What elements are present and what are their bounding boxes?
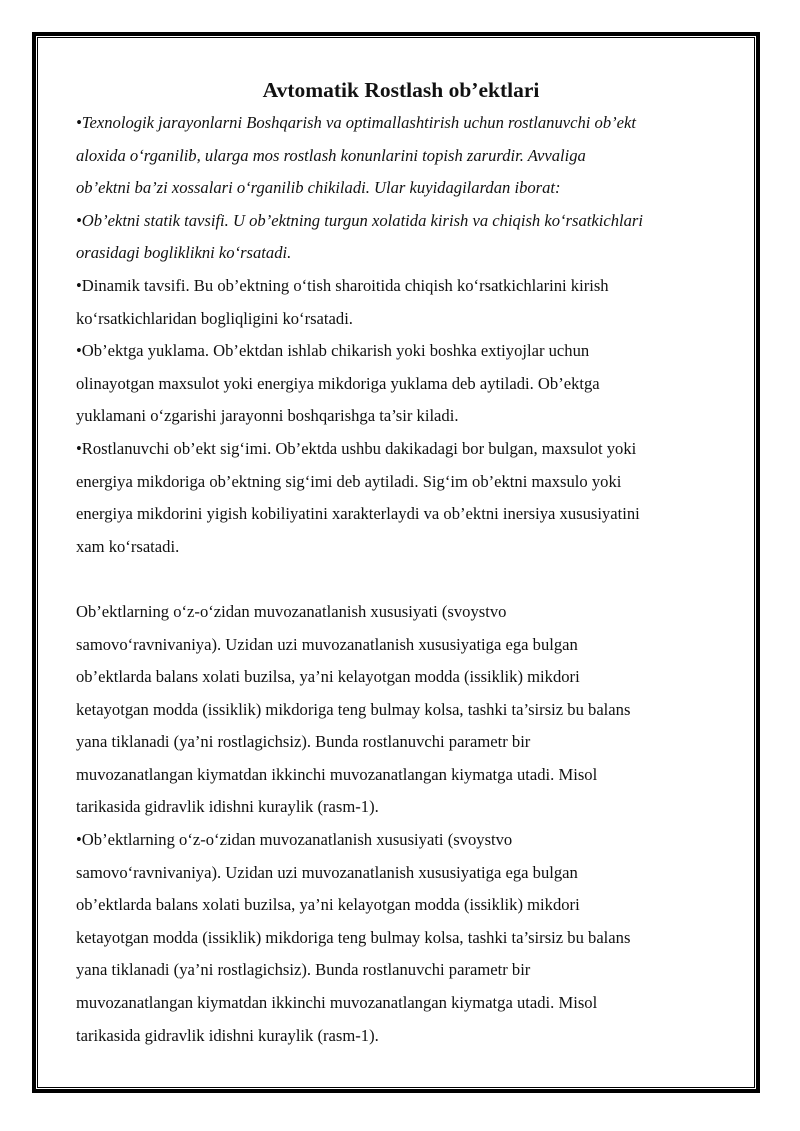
text-line: ketayotgan modda (issiklik) mikdoriga teng bulmay kolsa, tashki ta’sirsiz bu balans xyxy=(76,699,631,719)
text-line: •Ob’ektni statik tavsifi. U ob’ektning turgun xolatida kirish va chiqish ko‘rsatkichlari xyxy=(76,210,643,230)
paragraph-capacity xyxy=(76,433,726,563)
paragraph-self-balancing-repeat xyxy=(76,824,726,1052)
text-line: •Dinamik tavsifi. Bu ob’ektning o‘tish sharoitida chiqish ko‘rsatkichlarini kirish xyxy=(76,275,609,295)
text-line: •Rostlanuvchi ob’ekt sig‘imi. Ob’ektda ushbu dakikadagi bor bulgan, maxsulot yoki xyxy=(76,438,637,458)
text-line: xam ko‘rsatadi. xyxy=(76,536,180,556)
paragraph-gap xyxy=(76,563,726,596)
text-line: tarikasida gidravlik idishni kuraylik (rasm-1). xyxy=(76,797,379,817)
text-line: yuklamani o‘zgarishi jarayonni boshqarishga ta’sir kiladi. xyxy=(76,406,459,426)
paragraph-static-characteristic xyxy=(76,205,726,270)
text-line: •Texnologik jarayonlarni Boshqarish va optimallashtirish uchun rostlanuvchi ob’ekt xyxy=(76,113,636,132)
text-line: samovo‘ravnivaniya). Uzidan uzi muvozanatlanish xususiyatiga ega bulgan xyxy=(76,862,578,882)
paragraph-self-balancing xyxy=(76,596,726,824)
text-line: ob’ektlarda balans xolati buzilsa, ya’ni kelayotgan modda (issiklik) mikdori xyxy=(76,667,580,687)
text-line: ketayotgan modda (issiklik) mikdoriga teng bulmay kolsa, tashki ta’sirsiz bu balans xyxy=(76,927,631,947)
text-line: olinayotgan maxsulot yoki energiya mikdoriga yuklama deb aytiladi. Ob’ektga xyxy=(76,373,600,393)
paragraph-load xyxy=(76,335,726,433)
text-line: energiya mikdorini yigish kobiliyatini xarakterlaydi va ob’ektni inersiya xususiyatini xyxy=(76,504,640,524)
text-line: yana tiklanadi (ya’ni rostlagichsiz). Bunda rostlanuvchi parametr bir xyxy=(76,960,531,980)
text-line: ob’ektlarda balans xolati buzilsa, ya’ni kelayotgan modda (issiklik) mikdori xyxy=(76,895,580,915)
paragraph-dynamic-characteristic xyxy=(76,270,726,335)
text-line: energiya mikdoriga ob’ektning sig‘imi deb aytiladi. Sig‘im ob’ektni maxsulo yoki xyxy=(76,471,622,491)
text-line: tarikasida gidravlik idishni kuraylik (rasm-1). xyxy=(76,1025,379,1045)
text-line: aloxida o‘rganilib, ularga mos rostlash konunlarini topish zarurdir. Avvaliga xyxy=(76,145,586,165)
text-line: samovo‘ravnivaniya). Uzidan uzi muvozanatlanish xususiyatiga ega bulgan xyxy=(76,634,578,654)
text-line: Ob’ektlarning o‘z-o‘zidan muvozanatlanish xususiyati (svoystvo xyxy=(76,601,507,621)
document-title: Avtomatik Rostlash ob’ektlari xyxy=(262,78,540,102)
text-line: muvozanatlangan kiymatdan ikkinchi muvozanatlangan kiymatga utadi. Misol xyxy=(76,764,598,784)
text-line: •Ob’ektga yuklama. Ob’ektdan ishlab chikarish yoki boshka extiyojlar uchun xyxy=(76,341,590,361)
text-line: muvozanatlangan kiymatdan ikkinchi muvozanatlangan kiymatga utadi. Misol xyxy=(76,993,598,1013)
text-line: orasidagi bogliklikni ko‘rsatadi. xyxy=(76,243,292,263)
text-line: ko‘rsatkichlaridan bogliqligini ko‘rsatadi. xyxy=(76,308,353,328)
text-line: •Ob’ektlarning o‘z-o‘zidan muvozanatlanish xususiyati (svoystvo xyxy=(76,830,513,850)
paragraph-intro xyxy=(76,107,726,205)
text-line: yana tiklanadi (ya’ni rostlagichsiz). Bunda rostlanuvchi parametr bir xyxy=(76,732,531,752)
text-line: ob’ektni ba’zi xossalari o‘rganilib chikiladi. Ular kuyidagilardan iborat: xyxy=(76,178,561,198)
document-body xyxy=(76,74,726,1052)
